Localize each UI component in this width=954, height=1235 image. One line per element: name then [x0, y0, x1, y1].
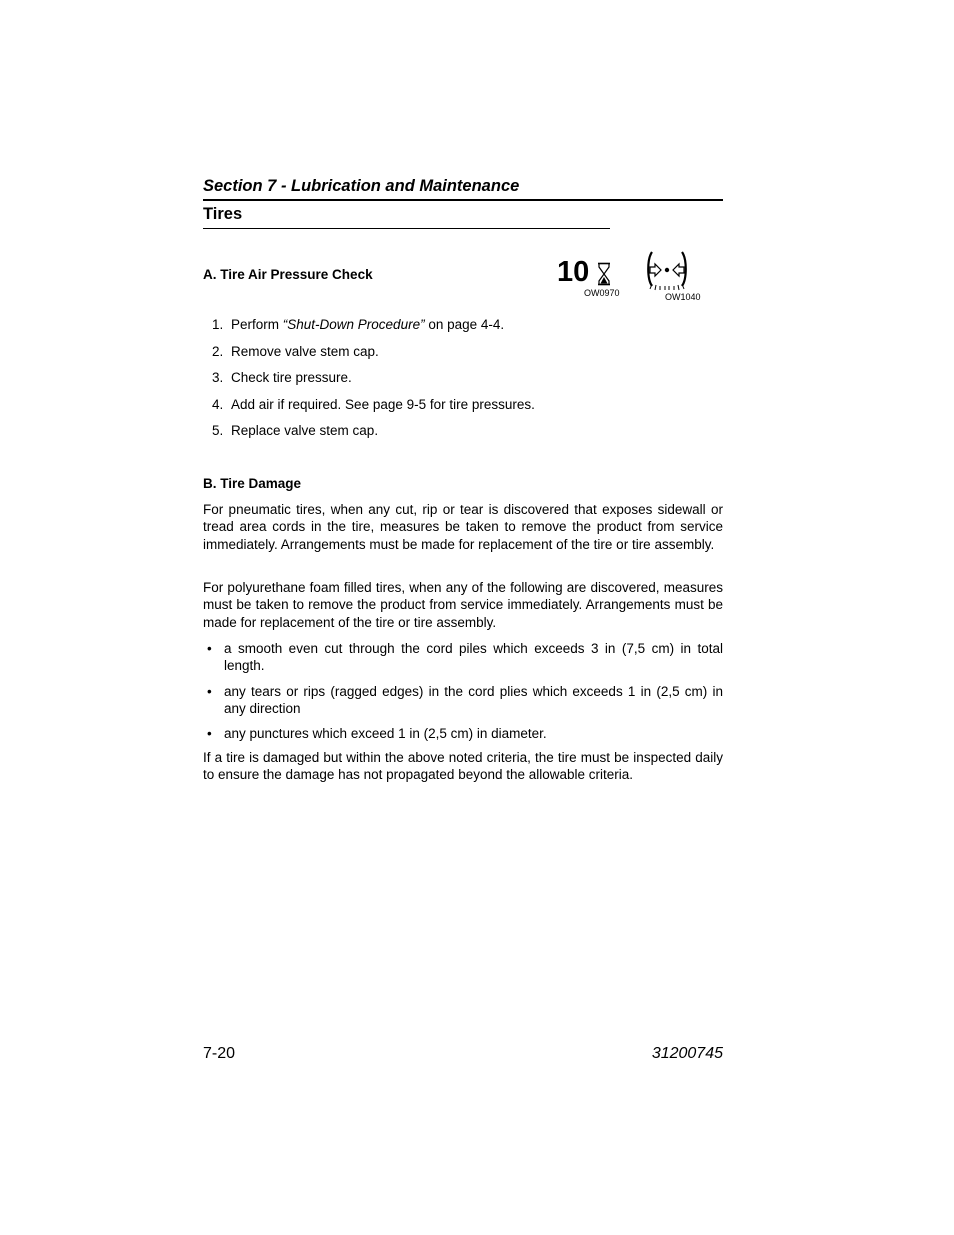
interval-number: 10: [557, 256, 590, 288]
damage-criteria-list: [203, 640, 723, 750]
bullet-icon: •: [207, 683, 212, 699]
page-number: 7-20: [203, 1045, 236, 1062]
tire-pressure-heading: A. Tire Air Pressure Check: [203, 267, 373, 282]
bullet-icon: •: [207, 641, 212, 656]
inspection-paragraph: If a tire is damaged but within the above noted criteria, the tire must be inspected daily to ensure the damage has not propagated beyond the allowable criteria.: [203, 750, 723, 783]
document-number: 31200745: [651, 1045, 723, 1062]
section-title: Section 7 - Lubrication and Maintenance: [203, 177, 723, 201]
interval-hours-icon: [557, 258, 617, 290]
list-item: 4. Add air if required. See page 9-5 for tire pressures.: [212, 396, 535, 412]
manual-page: [203, 0, 723, 1235]
tire-icon-code: OW1040: [665, 292, 701, 302]
tire-damage-heading: B. Tire Damage: [203, 476, 302, 491]
pressure-check-steps: [212, 316, 712, 449]
procedure-reference: “Shut-Down Procedure”: [282, 317, 425, 332]
list-item: • a smooth even cut through the cord piles which exceeds 3 in (7,5 cm) in total length.: [207, 641, 723, 674]
tire-pressure-icon: [643, 249, 691, 291]
list-item: 1. Perform “Shut-Down Procedure” on page 4-4.: [212, 317, 505, 332]
bullet-icon: •: [207, 726, 212, 742]
list-item: • any tears or rips (ragged edges) in the cord plies which exceeds 1 in (2,5 cm) in any direction: [207, 683, 723, 716]
list-item: 5. Replace valve stem cap.: [212, 423, 379, 439]
list-item: 3. Check tire pressure.: [212, 370, 352, 386]
pneumatic-tires-paragraph: For pneumatic tires, when any cut, rip or tear is discovered that exposes sidewall or tread area cords in the tire, measures be taken to remove the product from service immediately. Arrangements must be made for replacement of the tire or tire assembly.: [203, 502, 723, 552]
hourglass-icon: [596, 262, 612, 286]
interval-icon-code: OW0970: [584, 288, 620, 298]
list-item: • any punctures which exceed 1 in (2,5 cm) in diameter.: [207, 726, 547, 742]
page-title: Tires: [203, 205, 610, 229]
list-item: 2. Remove valve stem cap.: [212, 343, 379, 359]
foam-filled-tires-paragraph: For polyurethane foam filled tires, when any of the following are discovered, measures must be taken to remove the product from service immediately. Arrangements must be made for replacement of the tire or tire assembly.: [203, 580, 723, 630]
